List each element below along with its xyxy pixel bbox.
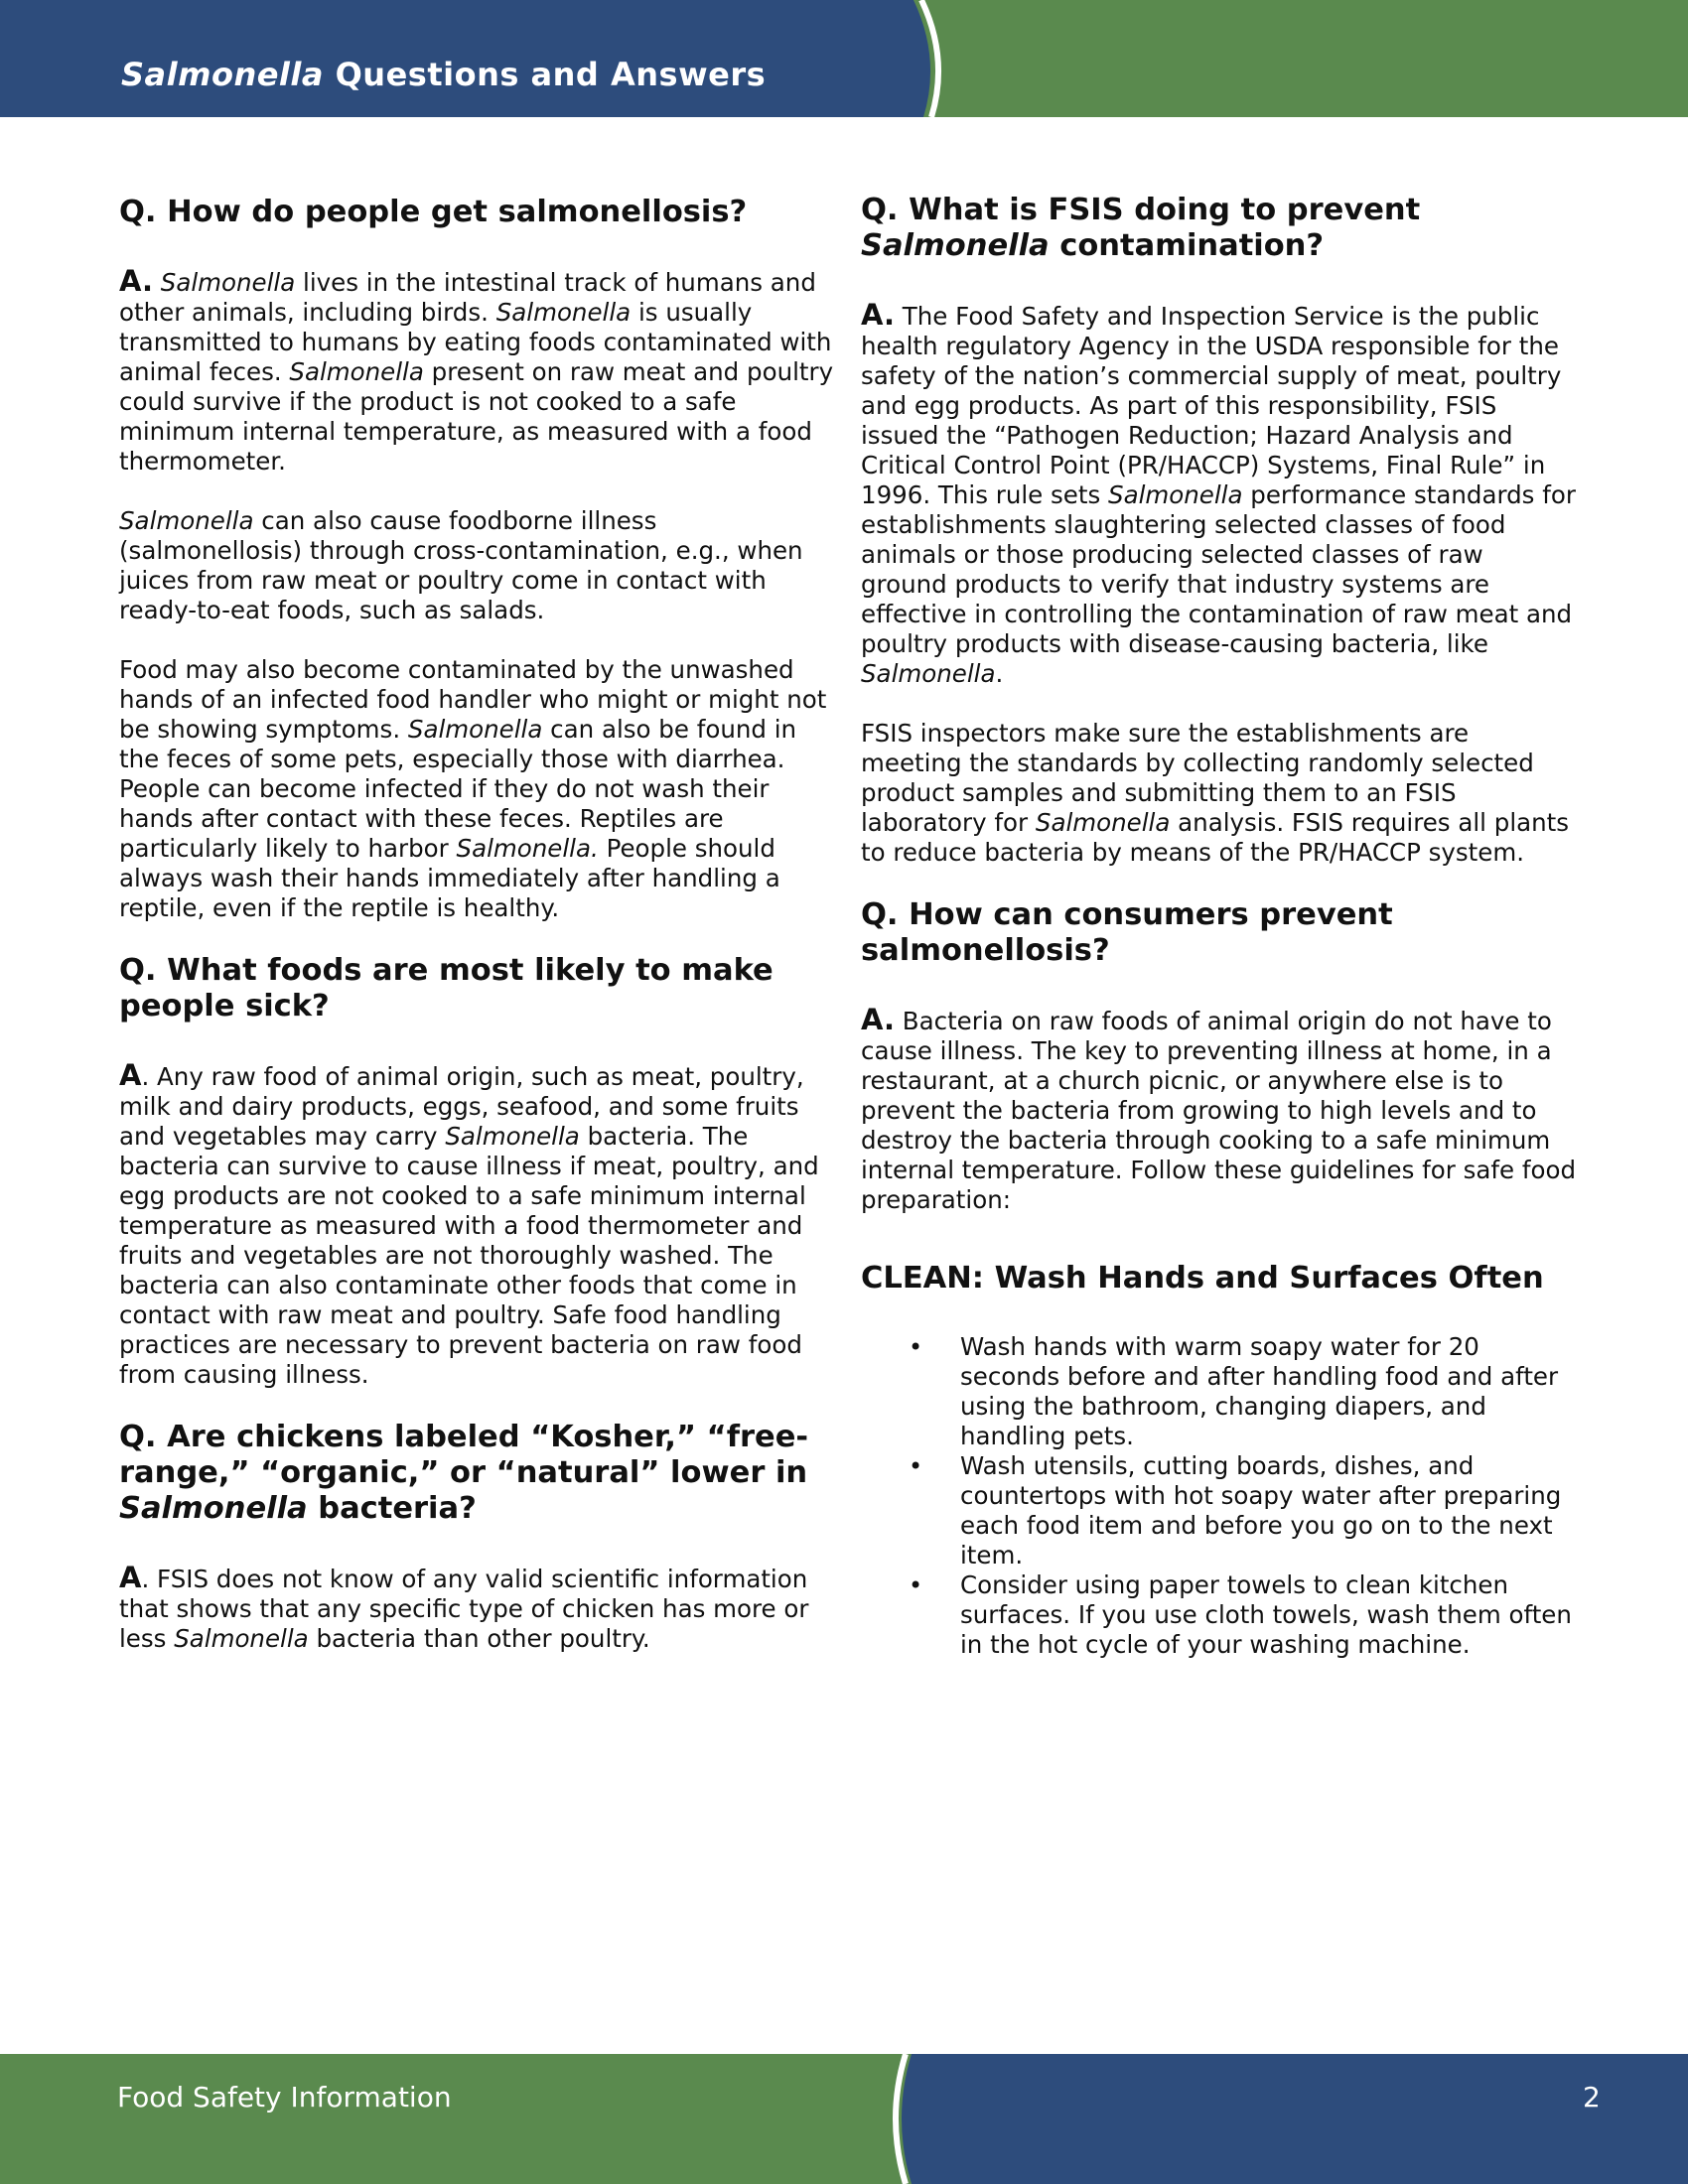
left-column (119, 195, 834, 1654)
bullet-icon: • (909, 1452, 923, 1480)
answer-paragraph: Salmonella can also cause foodborne illness (salmonellosis) through cross-contamination, e.g., when juices from raw meat or poultry come in contact with ready-to-eat foods, such as salads. (119, 506, 803, 624)
bullet-icon: • (909, 1333, 923, 1361)
page-number: 2 (1583, 2081, 1601, 2114)
list-item: • Consider using paper towels to clean kitchen surfaces. If you use cloth towels, wash them often in the hot cycle of your washing machine. (909, 1570, 1572, 1659)
answer-paragraph: A. FSIS does not know of any valid scientific information that shows that any specific type of chicken has more or less Salmonella bacteria than other poultry. (119, 1561, 809, 1653)
footer-band (0, 2054, 1688, 2184)
question-heading: Q. What foods are most likely to make people sick? (119, 953, 774, 1024)
question-heading: Q. How do people get salmonellosis? (119, 195, 748, 229)
question-heading: Q. What is FSIS doing to prevent Salmonella contamination? (861, 193, 1421, 263)
list-item: • Wash utensils, cutting boards, dishes, and countertops with hot soapy water after preparing each food item and before you go on to the next item. (909, 1451, 1562, 1570)
answer-paragraph: A. Salmonella lives in the intestinal track of humans and other animals, including birds. Salmonella is usually transmitted to humans by eating foods contaminated with animal feces. Salmonella present on raw meat and poultry could survive if the product is not cooked to a safe minimum internal temperature, as measured with a food thermometer. (119, 264, 834, 476)
section-heading: CLEAN: Wash Hands and Surfaces Often (861, 1261, 1544, 1296)
page-header (0, 0, 1688, 117)
question-heading: Q. Are chickens labeled “Kosher,” “free-range,” “organic,” or “natural” lower in Salmonella bacteria? (119, 1420, 809, 1526)
page-footer (0, 2054, 1688, 2184)
document-title: Salmonella Questions and Answers (121, 56, 767, 93)
answer-paragraph: Food may also become contaminated by the unwashed hands of an infected food handler who might or might not be showing symptoms. Salmonella can also be found in the feces of some pets, especially those with diarrhea. People can become infected if they do not wash their hands after contact with these feces. Reptiles are particularly likely to harbor Salmonella. People should always wash their hands immediately after handling a reptile, even if the reptile is healthy. (119, 655, 827, 922)
answer-paragraph: A. Any raw food of animal origin, such as meat, poultry, milk and dairy products, eggs, seafood, and some fruits and vegetables may carry Salmonella bacteria. The bacteria can survive to cause illness if meat, poultry, and egg products are not cooked to a safe minimum internal temperature as measured with a food thermometer and fruits and vegetables are not thoroughly washed. The bacteria can also contaminate other foods that come in contact with raw meat and poultry. Safe food handling practices are necessary to prevent bacteria on raw food from causing illness. (119, 1058, 819, 1389)
answer-paragraph: A. Bacteria on raw foods of animal origin do not have to cause illness. The key to preventing illness at home, in a restaurant, at a church picnic, or anywhere else is to prevent the bacteria from growing to high levels and to destroy the bacteria through cooking to a safe minimum internal temperature. Follow these guidelines for safe food preparation: (861, 1003, 1577, 1214)
bullet-icon: • (909, 1571, 923, 1599)
list-item: • Wash hands with warm soapy water for 20 seconds before and after handling food and after using the bathroom, changing diapers, and handling pets. (909, 1332, 1559, 1450)
footer-label: Food Safety Information (117, 2081, 452, 2114)
answer-paragraph: A. The Food Safety and Inspection Service is the public health regulatory Agency in the USDA responsible for the safety of the nation’s commercial supply of meat, poultry and egg products. As part of this responsibility, FSIS issued the “Pathogen Reduction; Hazard Analysis and Critical Control Point (PR/HACCP) Systems, Final Rule” in 1996. This rule sets Salmonella performance standards for establishments slaughtering selected classes of food animals or those producing selected classes of raw ground products to verify that industry systems are effective in controlling the contamination of raw meat and poultry products with disease-causing bacteria, like Salmonella. (861, 298, 1576, 688)
right-column (861, 193, 1576, 1660)
answer-paragraph: FSIS inspectors make sure the establishments are meeting the standards by collecting randomly selected product samples and submitting them to an FSIS laboratory for Salmonella analysis. FSIS requires all plants to reduce bacteria by means of the PR/HACCP system. (861, 719, 1570, 867)
question-heading: Q. How can consumers prevent salmonellosis? (861, 897, 1393, 968)
bullet-list (861, 1332, 1576, 1660)
